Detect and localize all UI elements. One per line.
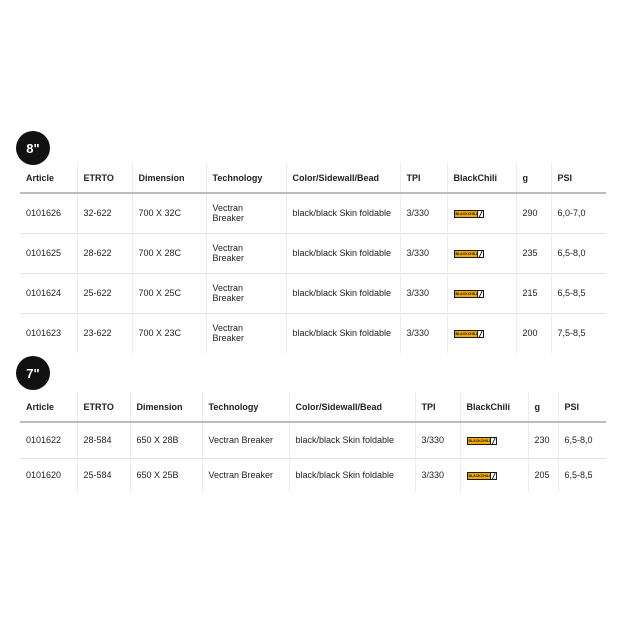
tech-line-2: Breaker: [212, 333, 245, 344]
blackchili-logo-icon: BLACKCHILI: [454, 330, 484, 338]
col-color: Color/Sidewall/Bead: [289, 392, 415, 422]
cell-etrto: 32-622: [77, 193, 132, 233]
cell-article: 0101626: [26, 208, 62, 219]
cell-psi: 6,5-8,5: [551, 273, 606, 313]
cell-dimension: 650 X 28B: [130, 422, 202, 458]
cell-color: black/black Skin foldable: [286, 193, 400, 233]
cell-psi: 7,5-8,5: [551, 313, 606, 353]
spec-table-7: [20, 392, 606, 492]
cell-technology: [206, 313, 286, 353]
cell-g: 200: [516, 313, 551, 353]
cell-psi: 6,5-8,5: [558, 458, 606, 492]
cell-g: 230: [528, 422, 558, 458]
cell-dimension: 700 X 32C: [132, 193, 206, 233]
col-psi: PSI: [558, 392, 606, 422]
cell-blackchili: [460, 422, 528, 458]
table-row: [20, 458, 606, 492]
cell-tpi: 3/330: [400, 193, 447, 233]
blackchili-logo-icon: BLACKCHILI: [467, 472, 497, 480]
cell-dimension: 650 X 25B: [130, 458, 202, 492]
table-row: [20, 193, 606, 233]
blackchili-logo-icon: BLACKCHILI: [454, 250, 484, 258]
tech-line-2: Breaker: [212, 213, 245, 224]
cell-color: black/black Skin foldable: [289, 458, 415, 492]
cell-tpi: 3/330: [415, 422, 460, 458]
cell-blackchili: [447, 233, 516, 273]
col-tpi: TPI: [415, 392, 460, 422]
cell-psi: 6,5-8,0: [558, 422, 606, 458]
col-psi: PSI: [551, 163, 606, 193]
cell-g: 215: [516, 273, 551, 313]
cell-blackchili: [447, 273, 516, 313]
col-tpi: TPI: [400, 163, 447, 193]
cell-color: black/black Skin foldable: [286, 313, 400, 353]
cell-psi: 6,0-7,0: [551, 193, 606, 233]
table-header-row: [20, 163, 606, 193]
cell-tpi: 3/330: [415, 458, 460, 492]
cell-article: 0101622: [26, 435, 62, 446]
table-row: [20, 422, 606, 458]
cell-article: 0101624: [26, 288, 62, 298]
cell-dimension: 700 X 23C: [132, 313, 206, 353]
cell-color: black/black Skin foldable: [289, 422, 415, 458]
cell-color: black/black Skin foldable: [286, 273, 400, 313]
col-etrto: ETRTO: [77, 392, 130, 422]
cell-technology: Vectran Breaker: [202, 422, 289, 458]
col-technology: Technology: [202, 392, 289, 422]
col-dimension: Dimension: [132, 163, 206, 193]
section-badge-7: 7": [16, 356, 50, 390]
col-g: g: [516, 163, 551, 193]
tech-line-1: Vectran: [212, 323, 244, 334]
cell-tpi: 3/330: [400, 273, 447, 313]
cell-technology: Vectran Breaker: [202, 458, 289, 492]
cell-psi: 6,5-8,0: [551, 233, 606, 273]
cell-etrto: 25-584: [77, 458, 130, 492]
cell-g: 290: [516, 193, 551, 233]
col-color: Color/Sidewall/Bead: [286, 163, 400, 193]
cell-technology: [206, 233, 286, 273]
cell-g: 205: [528, 458, 558, 492]
tech-line-1: Vectran: [212, 203, 244, 214]
blackchili-logo-icon: BLACKCHILI: [454, 210, 484, 218]
table-header-row: [20, 392, 606, 422]
section-badge-8: 8": [16, 131, 50, 165]
tech-line-1: Vectran: [212, 283, 244, 293]
cell-etrto: 23-622: [77, 313, 132, 353]
cell-dimension: 700 X 25C: [132, 273, 206, 313]
cell-blackchili: [447, 193, 516, 233]
col-dimension: Dimension: [130, 392, 202, 422]
tech-line-2: Breaker: [212, 253, 245, 263]
col-blackchili: BlackChili: [460, 392, 528, 422]
col-article: Article: [26, 172, 55, 183]
cell-g: 235: [516, 233, 551, 273]
table-row: [20, 273, 606, 313]
table-row: [20, 313, 606, 353]
col-technology: Technology: [206, 163, 286, 193]
col-article: Article: [26, 401, 55, 412]
tech-line-1: Vectran: [212, 243, 244, 253]
cell-article: 0101620: [26, 470, 62, 481]
tech-line-2: Breaker: [212, 293, 245, 303]
cell-tpi: 3/330: [400, 313, 447, 353]
cell-technology: [206, 193, 286, 233]
spec-table-8: [20, 163, 606, 353]
cell-blackchili: [447, 313, 516, 353]
table-row: [20, 233, 606, 273]
cell-tpi: 3/330: [400, 233, 447, 273]
col-etrto: ETRTO: [77, 163, 132, 193]
cell-color: black/black Skin foldable: [286, 233, 400, 273]
col-g: g: [528, 392, 558, 422]
blackchili-logo-icon: BLACKCHILI: [467, 437, 497, 445]
cell-article: 0101625: [26, 248, 62, 258]
cell-etrto: 28-584: [77, 422, 130, 458]
blackchili-logo-icon: BLACKCHILI: [454, 290, 484, 298]
cell-etrto: 25-622: [77, 273, 132, 313]
cell-technology: [206, 273, 286, 313]
cell-article: 0101623: [26, 328, 62, 339]
cell-blackchili: [460, 458, 528, 492]
cell-dimension: 700 X 28C: [132, 233, 206, 273]
col-blackchili: BlackChili: [447, 163, 516, 193]
cell-etrto: 28-622: [77, 233, 132, 273]
